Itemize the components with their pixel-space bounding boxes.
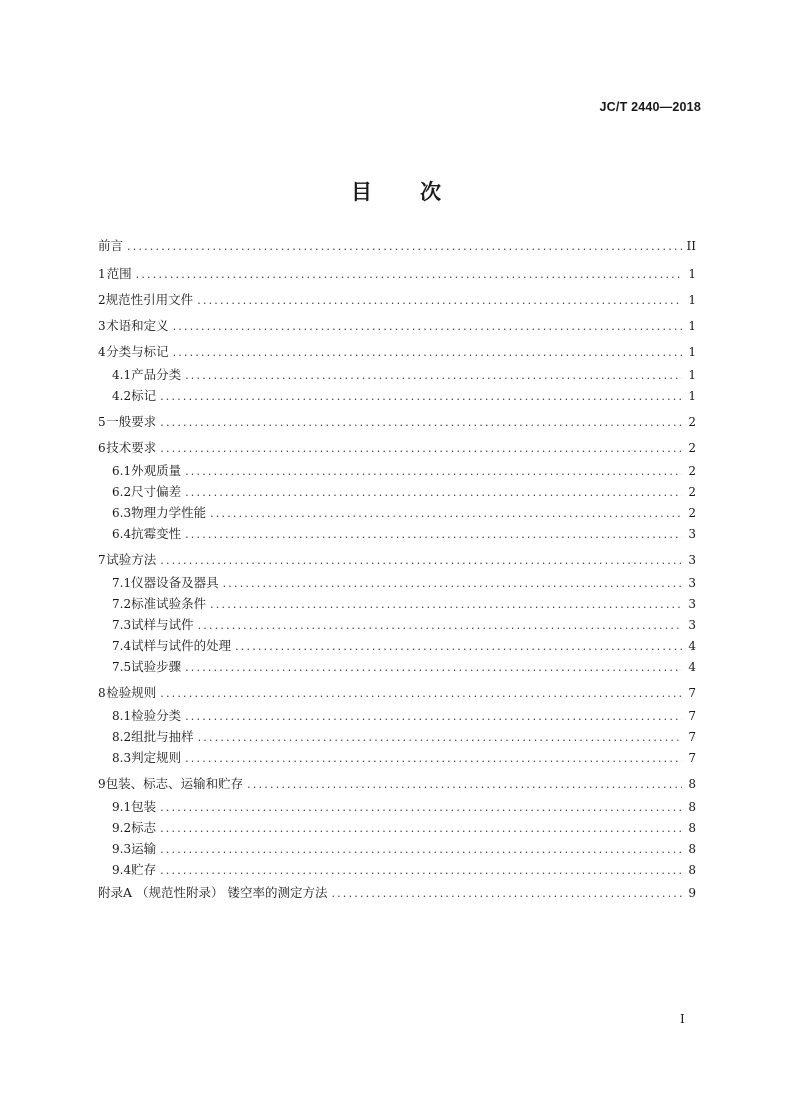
toc-entry-page: 8 bbox=[688, 777, 696, 791]
toc-entry[interactable] bbox=[98, 290, 696, 308]
toc-entry-title: 外观质量 bbox=[131, 463, 182, 478]
toc-entry-title: 产品分类 bbox=[131, 367, 182, 382]
dot-leader bbox=[160, 801, 682, 814]
dot-leader bbox=[223, 577, 682, 590]
toc-entry[interactable] bbox=[112, 727, 696, 745]
toc-entry-title: 物理力学性能 bbox=[131, 505, 207, 520]
dot-leader bbox=[185, 369, 682, 382]
toc-entry-page: 3 bbox=[688, 576, 696, 590]
toc-entry-number: 6.1 bbox=[112, 464, 132, 478]
dot-leader bbox=[235, 640, 682, 653]
toc-entry-number: 8.2 bbox=[112, 730, 132, 744]
toc-entry-page: 7 bbox=[688, 709, 696, 723]
dot-leader bbox=[173, 346, 682, 359]
dot-leader bbox=[197, 294, 682, 307]
page-title-char-2: 次 bbox=[420, 180, 441, 204]
toc-entry-page: 2 bbox=[688, 415, 696, 429]
toc-entry-page: 1 bbox=[688, 319, 696, 333]
toc-entry[interactable] bbox=[98, 342, 696, 360]
toc-entry-page: 3 bbox=[688, 527, 696, 541]
toc-entry-page: 2 bbox=[688, 464, 696, 478]
toc-entry-title: 判定规则 bbox=[131, 750, 182, 765]
toc-entry-number: 4 bbox=[98, 345, 106, 359]
toc-entry-number: 1 bbox=[98, 267, 106, 281]
toc-entry-number: 9.4 bbox=[112, 863, 132, 877]
toc-entry[interactable] bbox=[98, 438, 696, 456]
toc-entry-number: 6.2 bbox=[112, 485, 132, 499]
toc-entry-title: 附录A （规范性附录） 镂空率的测定方法 bbox=[98, 885, 328, 900]
toc-entry-page: 3 bbox=[688, 618, 696, 632]
toc-entry-page: 2 bbox=[688, 485, 696, 499]
toc-entry-number: 6 bbox=[98, 441, 106, 455]
toc-entry[interactable] bbox=[112, 524, 696, 542]
toc-entry[interactable] bbox=[112, 860, 696, 878]
toc-entry-number: 9.3 bbox=[112, 842, 132, 856]
toc-entry-page: 2 bbox=[688, 506, 696, 520]
toc-entry-number: 8.1 bbox=[112, 709, 132, 723]
toc-entry[interactable] bbox=[112, 657, 696, 675]
toc-entry-page: 2 bbox=[688, 441, 696, 455]
toc-entry-page: 8 bbox=[688, 821, 696, 835]
toc-entry-number: 9 bbox=[98, 777, 106, 791]
toc-entry[interactable] bbox=[98, 236, 696, 254]
dot-leader bbox=[185, 710, 682, 723]
toc-entry-number: 8.3 bbox=[112, 751, 132, 765]
toc-entry-title: 规范性引用文件 bbox=[105, 292, 194, 307]
toc-entry[interactable] bbox=[98, 774, 696, 792]
toc-entry-page: 1 bbox=[688, 345, 696, 359]
page-title-char-1: 目 bbox=[351, 180, 372, 204]
toc-entry-number: 6.4 bbox=[112, 527, 132, 541]
toc-entry-number: 8 bbox=[98, 686, 106, 700]
toc-entry-number: 7.2 bbox=[112, 597, 132, 611]
toc-entry-page: 3 bbox=[688, 553, 696, 567]
dot-leader bbox=[198, 731, 682, 744]
toc-entry-page: II bbox=[686, 239, 696, 253]
toc-entry-number: 4.2 bbox=[112, 389, 132, 403]
toc-entry-number: 7 bbox=[98, 553, 106, 567]
toc-entry-page: 8 bbox=[688, 800, 696, 814]
toc-entry-title: 范围 bbox=[106, 266, 132, 281]
toc-entry[interactable] bbox=[98, 264, 696, 282]
toc-entry[interactable] bbox=[112, 748, 696, 766]
toc-entry-title: 贮存 bbox=[131, 862, 157, 877]
toc-entry[interactable] bbox=[112, 839, 696, 857]
dot-leader bbox=[185, 528, 682, 541]
toc-entry[interactable] bbox=[112, 461, 696, 479]
dot-leader bbox=[247, 778, 682, 791]
toc-entry-page: 8 bbox=[688, 842, 696, 856]
toc-entry-number: 9.1 bbox=[112, 800, 132, 814]
toc-entry-page: 1 bbox=[688, 267, 696, 281]
toc-entry-number: 7.4 bbox=[112, 639, 132, 653]
dot-leader bbox=[160, 822, 682, 835]
dot-leader bbox=[185, 486, 682, 499]
toc-entry-number: 5 bbox=[98, 415, 106, 429]
toc-entry[interactable] bbox=[112, 636, 696, 654]
toc-entry-number: 3 bbox=[98, 319, 106, 333]
toc-entry-title: 标志 bbox=[131, 820, 157, 835]
toc-entry-title: 仪器设备及器具 bbox=[131, 575, 219, 590]
toc-entry-page: 8 bbox=[688, 863, 696, 877]
toc-entry-page: 7 bbox=[688, 730, 696, 744]
toc-entry-page: 4 bbox=[688, 660, 696, 674]
toc-entry-title: 标准试验条件 bbox=[131, 596, 207, 611]
toc-entry-page: 1 bbox=[688, 293, 696, 307]
toc-entry-page: 9 bbox=[688, 886, 696, 900]
toc-entry[interactable] bbox=[98, 550, 696, 568]
toc-entry-number: 9.2 bbox=[112, 821, 132, 835]
toc-entry-title: 抗霉变性 bbox=[131, 526, 182, 541]
toc-entry-page: 3 bbox=[688, 597, 696, 611]
toc-entry-page: 7 bbox=[688, 751, 696, 765]
toc-entry-title: 包装、标志、运输和贮存 bbox=[105, 776, 244, 791]
dot-leader bbox=[160, 843, 682, 856]
toc-entry-title: 标记 bbox=[131, 388, 157, 403]
toc-entry[interactable] bbox=[98, 316, 696, 334]
toc-entry-page: 7 bbox=[688, 686, 696, 700]
toc-entry[interactable] bbox=[112, 503, 696, 521]
toc-entry-number: 7.3 bbox=[112, 618, 132, 632]
toc-entry-title: 术语和定义 bbox=[106, 318, 169, 333]
toc-entry-title: 检验分类 bbox=[131, 708, 182, 723]
toc-entry-page: 1 bbox=[688, 368, 696, 382]
dot-leader bbox=[160, 390, 682, 403]
toc-entry-title: 试验方法 bbox=[106, 552, 157, 567]
dot-leader bbox=[210, 507, 682, 520]
toc-entry-number: 7.5 bbox=[112, 660, 132, 674]
toc-entry-title: 分类与标记 bbox=[106, 344, 169, 359]
dot-leader bbox=[160, 416, 682, 429]
page-number: I bbox=[680, 1012, 685, 1026]
toc-entry[interactable] bbox=[112, 706, 696, 724]
toc-entry-title: 试验步骤 bbox=[131, 659, 182, 674]
toc-entry[interactable] bbox=[98, 412, 696, 430]
toc-entry-number: 4.1 bbox=[112, 368, 132, 382]
toc-entry-title: 前言 bbox=[98, 238, 124, 253]
toc-entry[interactable] bbox=[112, 615, 696, 633]
dot-leader bbox=[198, 619, 682, 632]
dot-leader bbox=[160, 864, 682, 877]
toc-entry-number: 7.1 bbox=[112, 576, 132, 590]
toc-entry-title: 试样与试件的处理 bbox=[131, 638, 232, 653]
dot-leader bbox=[160, 442, 682, 455]
toc-entry[interactable] bbox=[112, 594, 696, 612]
toc-entry-page: 1 bbox=[688, 389, 696, 403]
toc-entry-number: 6.3 bbox=[112, 506, 132, 520]
dot-leader bbox=[185, 661, 682, 674]
dot-leader bbox=[185, 465, 682, 478]
toc-entry[interactable] bbox=[112, 386, 696, 404]
toc-entry-page: 4 bbox=[688, 639, 696, 653]
toc-entry[interactable] bbox=[112, 365, 696, 383]
toc-entry[interactable] bbox=[112, 818, 696, 836]
toc-entry[interactable] bbox=[112, 797, 696, 815]
toc-entry-number: 2 bbox=[98, 293, 106, 307]
toc-entry-title: 组批与抽样 bbox=[131, 729, 194, 744]
dot-leader bbox=[136, 268, 682, 281]
dot-leader bbox=[160, 687, 682, 700]
toc-entry[interactable] bbox=[98, 883, 696, 901]
dot-leader bbox=[127, 240, 682, 253]
toc-entry-title: 检验规则 bbox=[106, 685, 157, 700]
dot-leader bbox=[160, 554, 682, 567]
toc-entry[interactable] bbox=[98, 683, 696, 701]
toc-entry-title: 运输 bbox=[131, 841, 157, 856]
toc-entry-title: 试样与试件 bbox=[131, 617, 194, 632]
standard-code: JC/T 2440—2018 bbox=[599, 100, 701, 114]
dot-leader bbox=[185, 752, 682, 765]
dot-leader bbox=[173, 320, 682, 333]
toc-entry[interactable] bbox=[112, 482, 696, 500]
toc-entry-title: 技术要求 bbox=[106, 440, 157, 455]
page-title bbox=[0, 176, 792, 206]
dot-leader bbox=[331, 887, 682, 900]
toc-entry-title: 尺寸偏差 bbox=[131, 484, 182, 499]
toc-entry-title: 一般要求 bbox=[106, 414, 157, 429]
dot-leader bbox=[210, 598, 682, 611]
toc-entry-title: 包装 bbox=[131, 799, 157, 814]
toc-entry[interactable] bbox=[112, 573, 696, 591]
